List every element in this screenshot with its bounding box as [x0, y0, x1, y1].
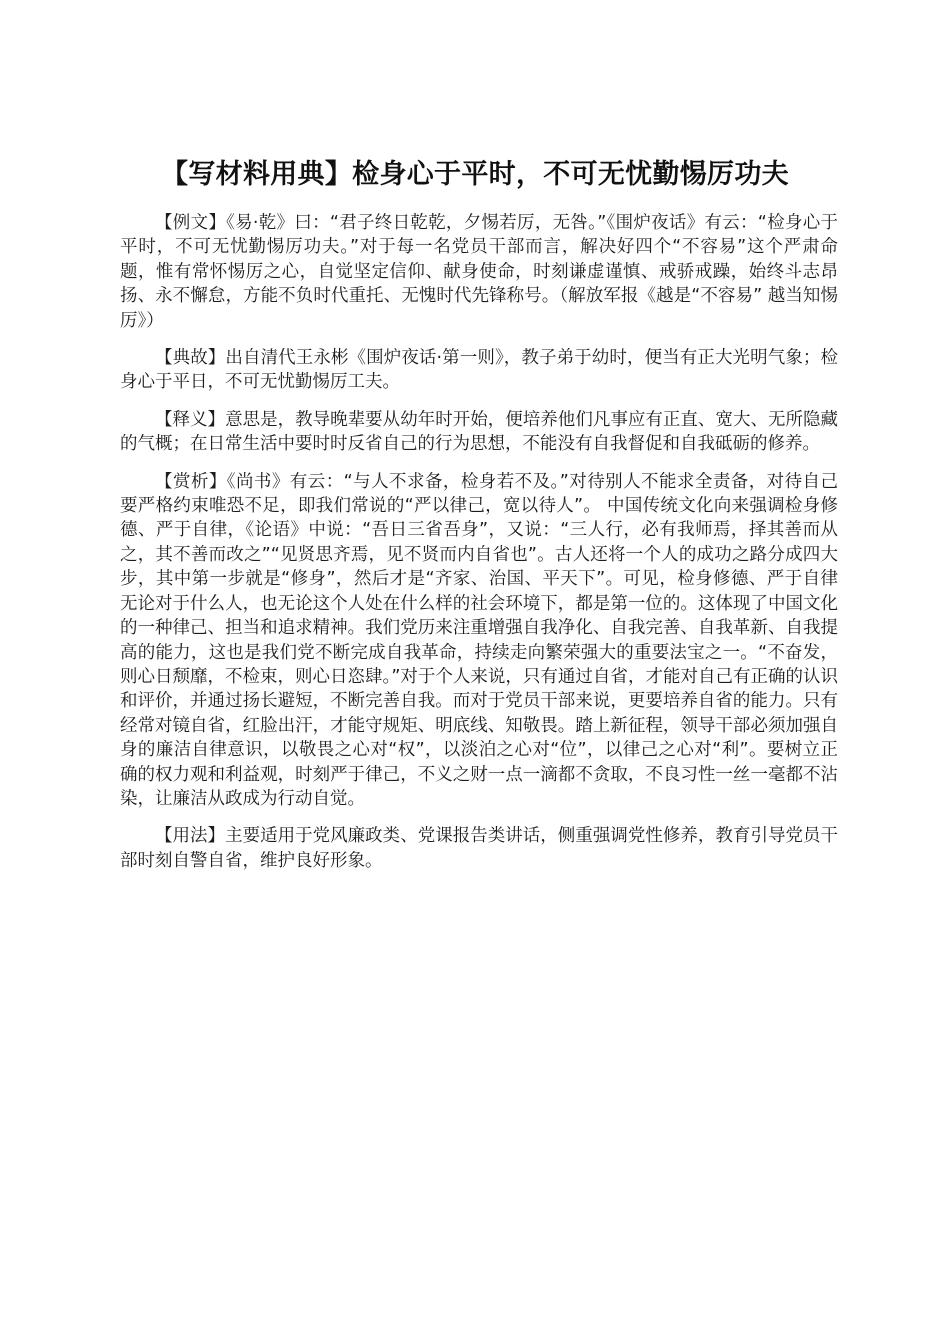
paragraph-text: 意思是，教导晚辈要从幼年时开始，便培养他们凡事应有正直、宽大、无所隐藏的气概；在日常生活中要时时反省自己的行为思想，不能没有自我督促和自我砥砺的修养。: [120, 409, 839, 455]
section-tag: 【典故】: [155, 348, 226, 369]
section-tag: 【例文】: [155, 213, 227, 233]
paragraph-text: 《尚书》有云：“与人不求备，检身若不及。”对待别人不能求全责备，对待自己要严格约束唯恐不足，即我们常说的“严以律己，宽以待人”。 中国传统文化向来强调检身修德、严于自律，《论语》中说：“吾日三省吾身”，又说：“三人行，必有我师焉，择其善而从之，其不善而改之”“见贤思齐焉，见不贤而内自省也”。古人还将一个人的成功之路分成四大步，其中第一步就是“修身”，然后才是“齐家、治国、平天下”。可见，检身修德、严于自律无论对于什么人，也无论这个人处在什么样的社会环境下，都是第一位的。这体现了中国文化的一种律己、担当和追求精神。我们党历来注重增强自我净化、自我完善、自我革新、自我提高的能力，这也是我们党不断完成自我革命，持续走向繁荣强大的重要法宝之一。“不奋发，则心日颓靡，不检束，则心日恣肆。”对于个人来说，只有通过自省，才能对自己有正确的认识和评价，并通过扬长避短，不断完善自我。而对于党员干部来说，更要培养自省的能力。只有经常对镜自省，红脸出汗，才能守规矩、明底线、知敬畏。踏上新征程，领导干部必须加强自身的廉洁自律意识，以敬畏之心对“权”，以淡泊之心对“位”，以律己之心对“利”。要树立正确的权力观和利益观，时刻严于律己，不义之财一点一滴都不贪取，不良习性一丝一毫都不沾染，让廉洁从政成为行动自觉。: [120, 471, 838, 809]
document-body: [120, 211, 838, 886]
paragraph-example: [120, 211, 838, 333]
paragraph-text: 出自清代王永彬《围炉夜话·第一则》，教子弟于幼时，便当有正大光明气象；检身心于平日，不可无忧勤惕厉工夫。: [120, 348, 839, 393]
document-title: 【写材料用典】检身心于平时，不可无忧勤惕厉功夫: [161, 159, 789, 190]
section-tag: 【赏析】: [155, 471, 227, 492]
paragraph-text: 《易·乾》曰：“君子终日乾乾，夕惕若厉，无咎。”《围炉夜话》有云：“检身心于平时，不可无忧勤惕厉功夫。”对于每一名党员干部而言，解决好四个“不容易”这个严肃命题，惟有常怀惕厉之心，自觉坚定信仰、献身使命，时刻谦虚谨慎、戒骄戒躁，始终斗志昂扬、永不懈怠，方能不负时代重托、无愧时代先锋称号。（解放军报《越是“不容易” 越当知惕厉》）: [120, 213, 838, 331]
paragraph-allusion: [120, 346, 838, 395]
paragraph-usage: [120, 824, 838, 873]
paragraph-text: 主要适用于党风廉政类、党课报告类讲话，侧重强调党性修养，教育引导党员干部时刻自警自省，维护良好形象。: [120, 826, 839, 871]
paragraph-meaning: [120, 408, 838, 457]
section-tag: 【释义】: [155, 409, 226, 430]
section-tag: 【用法】: [155, 826, 226, 847]
paragraph-analysis: [120, 470, 838, 812]
